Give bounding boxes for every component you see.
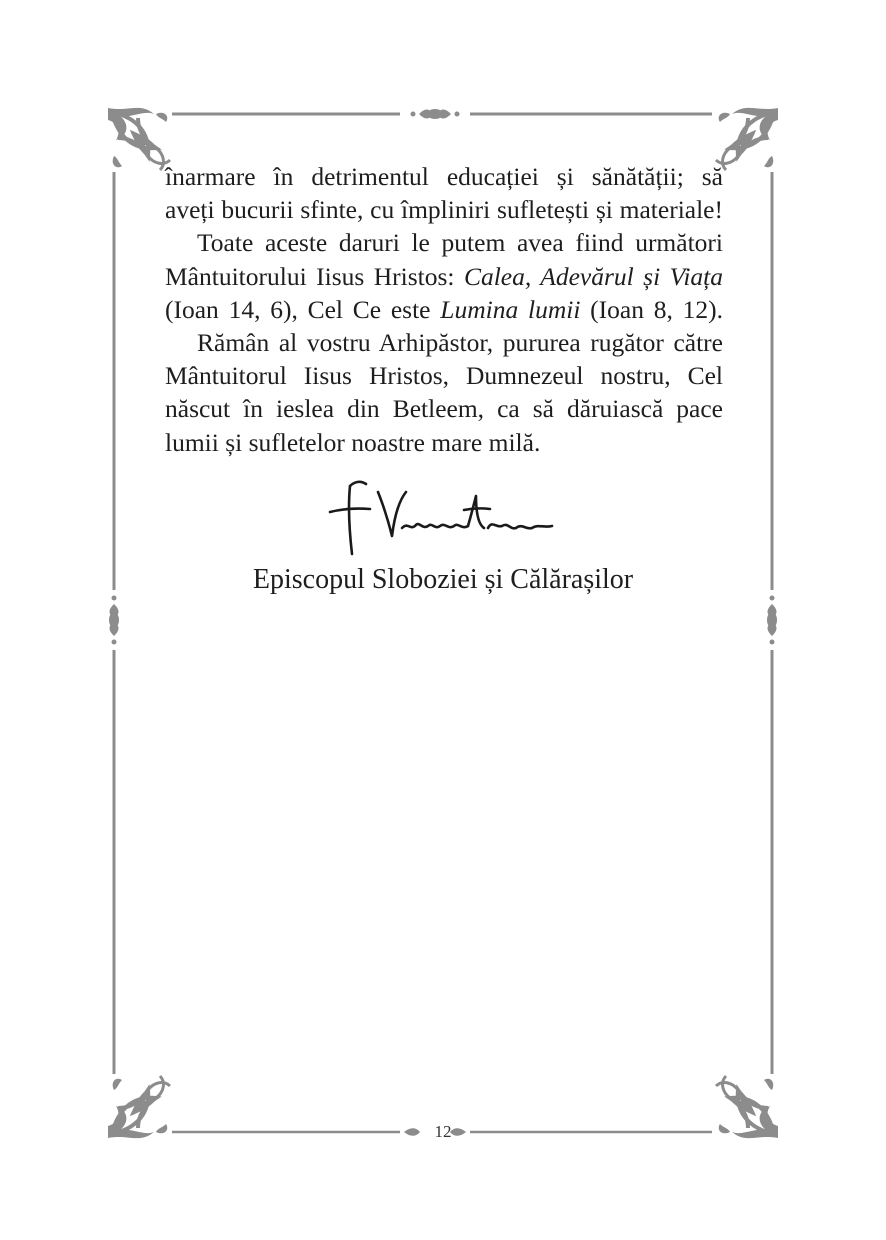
text-line: născut în ieslea din Betleem, ca să dăruiască pace <box>165 394 723 424</box>
body-text <box>165 160 723 459</box>
scripture-quote: Lumina lumii <box>440 294 581 324</box>
text-line: înarmare în detrimentul educației și sănătății; să <box>165 162 723 191</box>
page-number: 12 <box>434 1122 452 1141</box>
text-line: Toate aceste daruri le putem avea fiind următori <box>197 228 723 258</box>
scripture-quote: Calea, Adevărul și Viața <box>463 261 723 291</box>
text-line: Mântuitorul Iisus Hristos, Dumnezeul nostru, Cel <box>165 361 723 391</box>
text-line: Mântuitorului Iisus Hristos: Calea, Adevărul și Viața <box>165 261 723 291</box>
text-line: Rămân al vostru Arhipăstor, pururea rugător către <box>197 328 723 358</box>
signatory-title: Episcopul Sloboziei și Călărașilor <box>252 564 634 595</box>
text-line: lumii și sufletelor noastre mare milă. <box>165 427 541 457</box>
text-line: (Ioan 14, 6), Cel Ce este Lumina lumii (Ioan 8, 12). <box>165 294 723 324</box>
text-line: aveți bucurii sfinte, cu împliniri sufletești și materiale! <box>165 195 723 225</box>
handwritten-signature <box>318 478 568 560</box>
